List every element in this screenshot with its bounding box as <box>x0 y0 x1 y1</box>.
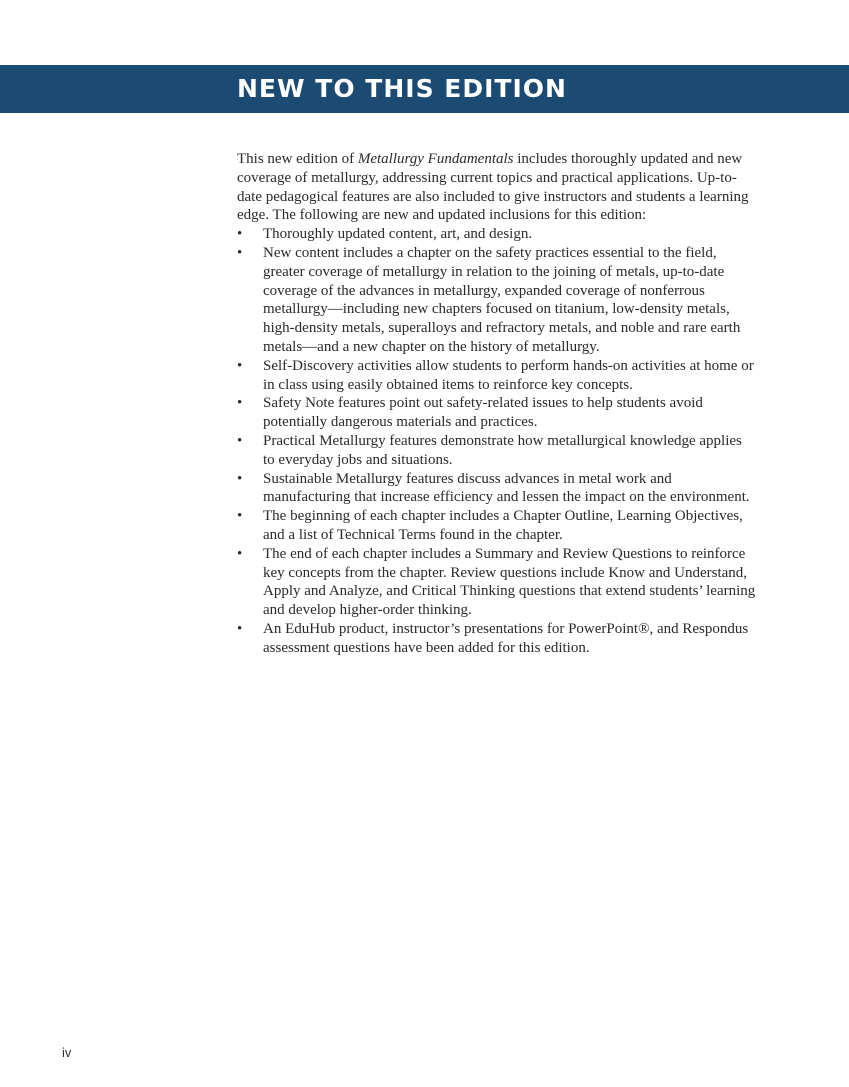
list-item-text: The end of each chapter includes a Summary and Review Questions to reinforce key concepts from the chapter. Review questions include Know and Understand, Apply and Analyze, and Critical Thinking questions that extend students’ learning and develop higher-order thinking. <box>263 545 756 619</box>
bullet-marker: • <box>237 226 243 243</box>
bullet-marker: • <box>237 470 243 487</box>
intro-text-before: This new edition of <box>237 151 358 167</box>
list-item <box>237 394 757 432</box>
bullet-marker: • <box>237 545 243 562</box>
list-item-text: Sustainable Metallurgy features discuss advances in metal work and manufacturing that increase efficiency and lessen the impact on the environment. <box>263 470 750 506</box>
list-item-text: An EduHub product, instructor’s presentations for PowerPoint®, and Respondus assessment questions have been added for this edition. <box>263 620 749 656</box>
book-title: Metallurgy Fundamentals <box>357 151 514 167</box>
list-item <box>237 620 757 658</box>
bullet-marker: • <box>237 432 243 449</box>
list-item-text: Practical Metallurgy features demonstrate how metallurgical knowledge applies to everyday jobs and situations. <box>263 432 742 468</box>
list-item-text: Thoroughly updated content, art, and design. <box>263 226 533 243</box>
bullet-marker: • <box>237 395 243 412</box>
main-content <box>237 150 757 658</box>
bullet-marker: • <box>237 508 243 525</box>
intro-text-after: includes thoroughly updated and new coverage of metallurgy, addressing current topics and practical applications. Up-to-date pedagogical features are also included to give instructors and students a learning edge. The following are new and updated inclusions for this edition: <box>237 151 749 224</box>
intro-paragraph <box>237 150 757 225</box>
list-item <box>237 225 757 244</box>
list-item <box>237 244 757 357</box>
new-features-list <box>237 225 757 657</box>
page-number: iv <box>62 1045 72 1060</box>
list-item-text: New content includes a chapter on the safety practices essential to the field, greater coverage of metallurgy in relation to the joining of metals, up-to-date coverage of the advances in metallurgy, expanded coverage of nonferrous metallurgy—including new chapters focused on titanium, low-density metals, high-density metals, superalloys and refractory metals, and noble and rare earth metals—and a new chapter on the history of metallurgy. <box>263 244 741 355</box>
bullet-marker: • <box>237 244 243 261</box>
list-item-text: The beginning of each chapter includes a Chapter Outline, Learning Objectives, and a list of Technical Terms found in the chapter. <box>263 508 743 543</box>
list-item <box>237 357 757 395</box>
list-item <box>237 470 757 508</box>
bullet-marker: • <box>237 620 243 637</box>
list-item-text: Safety Note features point out safety-related issues to help students avoid potentially dangerous materials and practices. <box>263 395 703 431</box>
list-item-text: Self-Discovery activities allow students to perform hands-on activities at home or in class using easily obtained items to reinforce key concepts. <box>263 357 754 393</box>
section-title: NEW TO THIS EDITION <box>237 74 567 103</box>
list-item <box>237 507 757 545</box>
list-item <box>237 432 757 470</box>
list-item <box>237 545 757 620</box>
bullet-marker: • <box>237 357 243 374</box>
